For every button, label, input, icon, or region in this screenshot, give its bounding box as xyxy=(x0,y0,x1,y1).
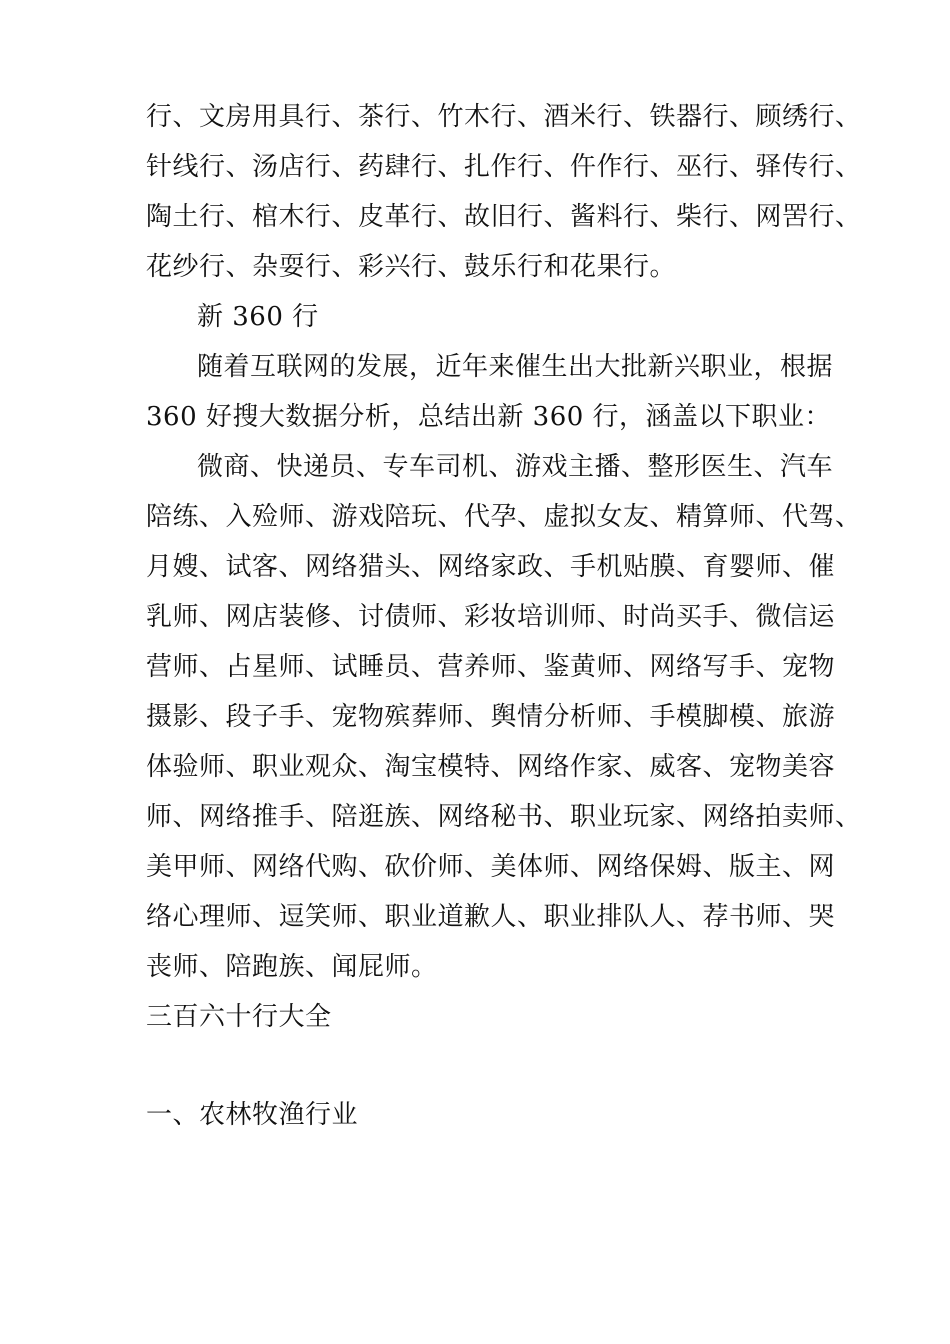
text-line: 陪练、入殓师、游戏陪玩、代孕、虚拟女友、精算师、代驾、 xyxy=(146,502,862,532)
text-line: 体验师、职业观众、淘宝模特、网络作家、威客、宠物美容 xyxy=(146,752,836,782)
section-heading: 一、农林牧渔行业 xyxy=(146,1100,359,1130)
text-line: 360 好搜大数据分析，总结出新 360 行，涵盖以下职业： xyxy=(146,402,832,432)
text-line: 月嫂、试客、网络猎头、网络家政、手机贴膜、育婴师、催 xyxy=(146,552,836,582)
text-line: 针线行、汤店行、药肆行、扎作行、仵作行、巫行、驿传行、 xyxy=(146,152,862,182)
text-line: 络心理师、逗笑师、职业道歉人、职业排队人、荐书师、哭 xyxy=(146,902,836,932)
text-line: 微商、快递员、专车司机、游戏主播、整形医生、汽车 xyxy=(197,452,834,482)
section-heading: 三百六十行大全 xyxy=(146,1002,332,1032)
text-line: 美甲师、网络代购、砍价师、美体师、网络保姆、版主、网 xyxy=(146,852,836,882)
section-heading: 新 360 行 xyxy=(197,302,319,332)
text-line: 营师、占星师、试睡员、营养师、鉴黄师、网络写手、宠物 xyxy=(146,652,836,682)
text-line: 师、网络推手、陪逛族、网络秘书、职业玩家、网络拍卖师、 xyxy=(146,802,862,832)
text-line: 乳师、网店装修、讨债师、彩妆培训师、时尚买手、微信运 xyxy=(146,602,836,632)
text-line: 摄影、段子手、宠物殡葬师、舆情分析师、手模脚模、旅游 xyxy=(146,702,836,732)
text-line: 随着互联网的发展，近年来催生出大批新兴职业，根据 xyxy=(197,352,834,382)
text-line: 丧师、陪跑族、闻屁师。 xyxy=(146,952,438,982)
text-line: 陶土行、棺木行、皮革行、故旧行、酱料行、柴行、网罟行、 xyxy=(146,202,862,232)
text-line: 花纱行、杂耍行、彩兴行、鼓乐行和花果行。 xyxy=(146,252,677,282)
text-line: 行、文房用具行、茶行、竹木行、酒米行、铁器行、顾绣行、 xyxy=(146,102,862,132)
